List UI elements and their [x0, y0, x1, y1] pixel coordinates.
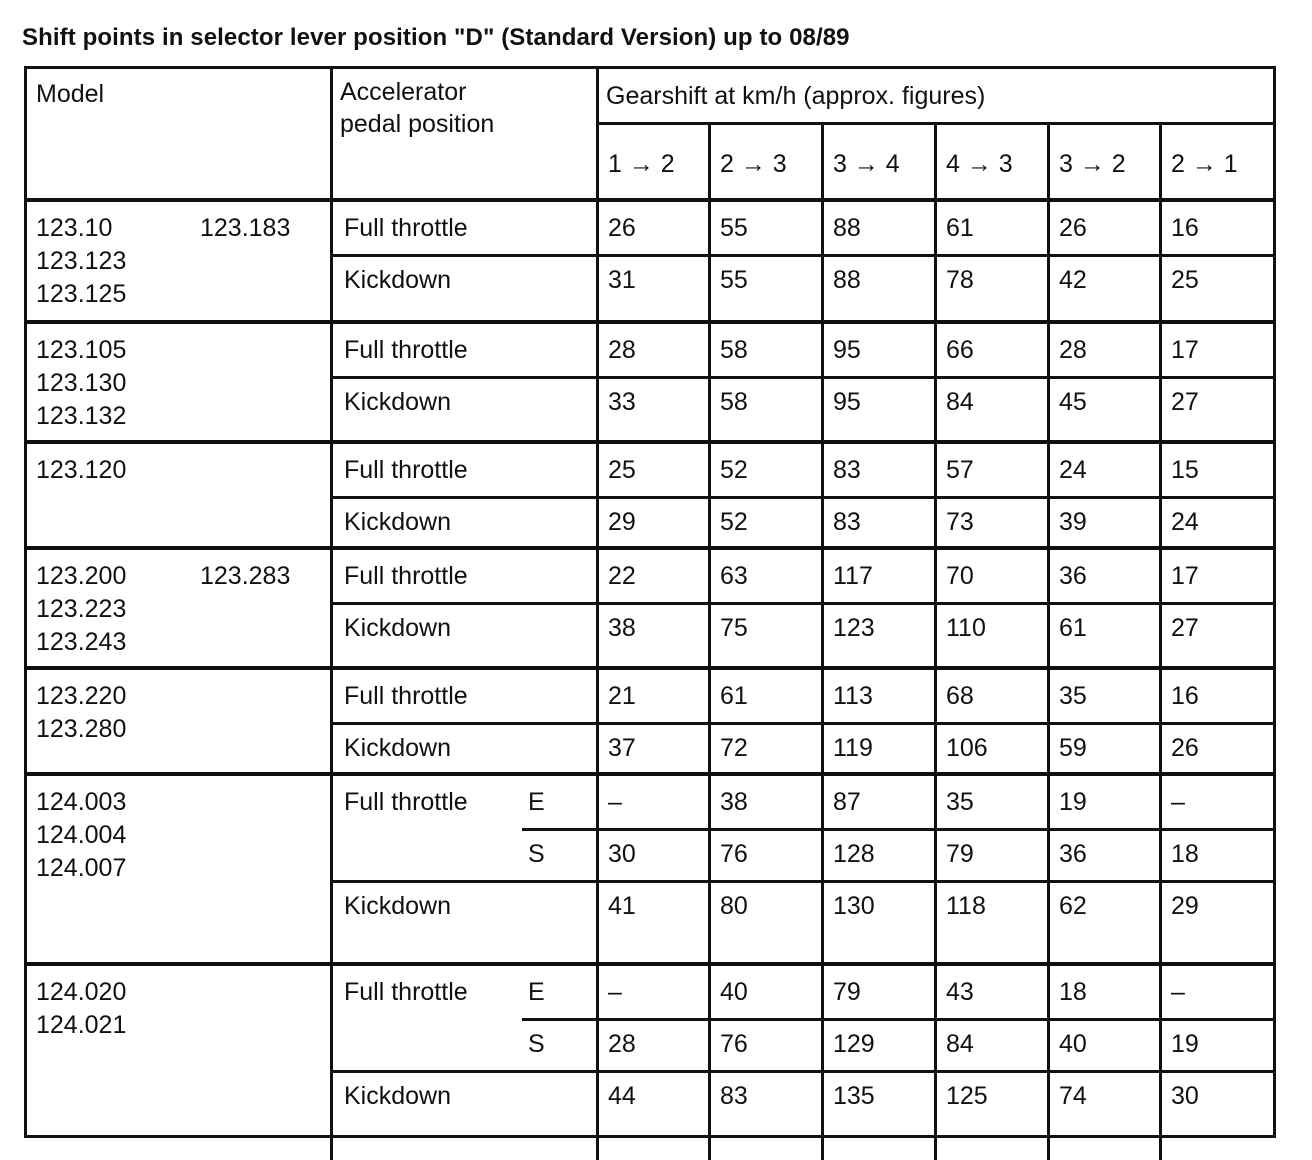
model-number: 123.120 [36, 456, 127, 484]
col-rule [1159, 324, 1162, 440]
shift-value: 26 [1171, 734, 1199, 762]
table-border-bottom [24, 1135, 1276, 1138]
shift-value: – [1171, 788, 1185, 816]
model-number: 124.003 [36, 788, 127, 816]
col-rule [934, 670, 937, 772]
col-rule [1159, 670, 1162, 772]
shift-value: 52 [720, 508, 748, 536]
header-shift-5: 3 → 2 [1059, 150, 1126, 178]
shift-value: 38 [720, 788, 748, 816]
row-rule [522, 1018, 1276, 1021]
col-rule [821, 776, 824, 962]
shift-value: 78 [946, 266, 974, 294]
shift-value: 40 [1059, 1030, 1087, 1058]
shift-value: 25 [1171, 266, 1199, 294]
col-rule [821, 444, 824, 546]
shift-value: 55 [720, 266, 748, 294]
shift-value: 26 [1059, 214, 1087, 242]
col-rule [330, 202, 333, 320]
col-rule [1047, 966, 1050, 1160]
shift-value: 123 [833, 614, 875, 642]
shift-value: 38 [608, 614, 636, 642]
row-rule [330, 880, 1276, 883]
shift-value: 83 [720, 1082, 748, 1110]
shift-value: 28 [608, 336, 636, 364]
col-rule [596, 670, 599, 772]
col-rule [330, 670, 333, 772]
shift-value: 106 [946, 734, 988, 762]
pedal-full-throttle: Full throttle [344, 562, 468, 590]
shift-value: 39 [1059, 508, 1087, 536]
col-rule [708, 670, 711, 772]
shift-value: 35 [946, 788, 974, 816]
shift-value: 33 [608, 388, 636, 416]
col-rule [1159, 122, 1162, 198]
shift-value: 135 [833, 1082, 875, 1110]
shift-value: 24 [1059, 456, 1087, 484]
col-rule [1159, 966, 1162, 1160]
shift-value: 29 [1171, 892, 1199, 920]
pedal-kickdown: Kickdown [344, 266, 451, 294]
page-title: Shift points in selector lever position "D" (Standard Version) up to 08/89 [22, 24, 850, 51]
shift-value: 57 [946, 456, 974, 484]
model-number: 123.123 [36, 247, 127, 275]
col-rule [596, 66, 599, 198]
col-rule [596, 550, 599, 666]
model-number: 123.243 [36, 628, 127, 656]
pedal-full-throttle: Full throttle [344, 978, 468, 1006]
shift-value: 24 [1171, 508, 1199, 536]
shift-value: 44 [608, 1082, 636, 1110]
shift-value: 74 [1059, 1082, 1087, 1110]
shift-value: 19 [1171, 1030, 1199, 1058]
col-rule [708, 324, 711, 440]
shift-value: 79 [946, 840, 974, 868]
col-rule [330, 776, 333, 962]
shift-value: 83 [833, 508, 861, 536]
shift-value: 130 [833, 892, 875, 920]
col-rule [330, 550, 333, 666]
pedal-variant: E [528, 788, 545, 816]
shift-value: 27 [1171, 388, 1199, 416]
shift-value: 25 [608, 456, 636, 484]
col-rule [708, 966, 711, 1160]
shift-value: 128 [833, 840, 875, 868]
shift-value: 76 [720, 1030, 748, 1058]
group-rule [24, 546, 1276, 550]
col-rule [708, 202, 711, 320]
col-rule [1047, 444, 1050, 546]
shift-value: 75 [720, 614, 748, 642]
shift-value: 61 [1059, 614, 1087, 642]
pedal-kickdown: Kickdown [344, 614, 451, 642]
model-number: 123.125 [36, 280, 127, 308]
shift-value: 16 [1171, 682, 1199, 710]
header-shift-6: 2 → 1 [1171, 150, 1238, 178]
header-shift-1: 1 → 2 [608, 150, 675, 178]
header-shift-4: 4 → 3 [946, 150, 1013, 178]
shift-value: 62 [1059, 892, 1087, 920]
col-rule [1159, 776, 1162, 962]
col-rule [330, 66, 333, 198]
col-rule [934, 122, 937, 198]
shift-value: 66 [946, 336, 974, 364]
shift-value: 26 [608, 214, 636, 242]
col-rule [934, 202, 937, 320]
col-rule [1047, 324, 1050, 440]
group-rule [24, 666, 1276, 670]
col-rule [708, 122, 711, 198]
pedal-full-throttle: Full throttle [344, 456, 468, 484]
shift-value: 88 [833, 266, 861, 294]
pedal-variant: E [528, 978, 545, 1006]
shift-value: 18 [1059, 978, 1087, 1006]
col-rule [330, 966, 333, 1160]
model-number: 123.280 [36, 715, 127, 743]
col-rule [330, 324, 333, 440]
model-number: 123.220 [36, 682, 127, 710]
shift-value: 15 [1171, 456, 1199, 484]
col-rule [934, 444, 937, 546]
model-number: 123.132 [36, 402, 127, 430]
pedal-kickdown: Kickdown [344, 508, 451, 536]
shift-value: 42 [1059, 266, 1087, 294]
col-rule [1159, 550, 1162, 666]
shift-value: 113 [833, 682, 873, 710]
model-number: 123.283 [200, 562, 291, 590]
model-number: 123.183 [200, 214, 291, 242]
col-rule [1047, 122, 1050, 198]
shift-points-table [24, 66, 1276, 1138]
shift-value: 68 [946, 682, 974, 710]
model-number: 123.130 [36, 369, 127, 397]
shift-value: 119 [833, 734, 873, 762]
pedal-kickdown: Kickdown [344, 734, 451, 762]
header-shift-2: 2 → 3 [720, 150, 787, 178]
col-rule [1047, 776, 1050, 962]
model-number: 123.200 [36, 562, 127, 590]
shift-value: 76 [720, 840, 748, 868]
shift-value: 52 [720, 456, 748, 484]
shift-value: 72 [720, 734, 748, 762]
pedal-full-throttle: Full throttle [344, 682, 468, 710]
shift-value: 129 [833, 1030, 875, 1058]
col-rule [934, 550, 937, 666]
shift-value: 16 [1171, 214, 1199, 242]
pedal-full-throttle: Full throttle [344, 214, 468, 242]
col-rule [596, 966, 599, 1160]
shift-value: 110 [946, 614, 986, 642]
group-rule [24, 320, 1276, 324]
pedal-variant: S [528, 1030, 545, 1058]
shift-value: 18 [1171, 840, 1199, 868]
shift-value: 41 [608, 892, 636, 920]
col-rule [1047, 670, 1050, 772]
shift-value: 83 [833, 456, 861, 484]
header-pedal-line2: pedal position [340, 110, 495, 138]
row-rule [330, 254, 1276, 257]
col-rule [596, 324, 599, 440]
shift-value: 45 [1059, 388, 1087, 416]
model-number: 123.10 [36, 214, 113, 242]
shift-value: – [608, 788, 622, 816]
col-rule [821, 550, 824, 666]
shift-value: 73 [946, 508, 974, 536]
col-rule [1159, 444, 1162, 546]
shift-value: 117 [833, 562, 873, 590]
col-rule [821, 966, 824, 1160]
col-rule [330, 444, 333, 546]
shift-value: 36 [1059, 562, 1087, 590]
model-number: 124.007 [36, 854, 127, 882]
row-rule [330, 722, 1276, 725]
shift-value: 30 [608, 840, 636, 868]
shift-value: 95 [833, 336, 861, 364]
group-rule [24, 962, 1276, 966]
row-rule [330, 602, 1276, 605]
shift-value: 27 [1171, 614, 1199, 642]
col-rule [934, 324, 937, 440]
shift-value: 43 [946, 978, 974, 1006]
group-rule [24, 440, 1276, 444]
shift-value: 118 [946, 892, 986, 920]
pedal-kickdown: Kickdown [344, 388, 451, 416]
col-rule [708, 776, 711, 962]
shift-value: 84 [946, 388, 974, 416]
shift-value: 36 [1059, 840, 1087, 868]
shift-value: 95 [833, 388, 861, 416]
shift-value: 28 [1059, 336, 1087, 364]
group-rule [24, 772, 1276, 776]
pedal-kickdown: Kickdown [344, 892, 451, 920]
col-rule [934, 776, 937, 962]
shift-value: 19 [1059, 788, 1087, 816]
col-rule [1159, 202, 1162, 320]
shift-value: – [1171, 978, 1185, 1006]
header-gearshift: Gearshift at km/h (approx. figures) [606, 82, 986, 110]
col-rule [821, 202, 824, 320]
col-rule [708, 444, 711, 546]
shift-value: 22 [608, 562, 636, 590]
shift-value: 84 [946, 1030, 974, 1058]
shift-value: 70 [946, 562, 974, 590]
col-rule [934, 966, 937, 1160]
shift-value: 21 [608, 682, 636, 710]
shift-value: 59 [1059, 734, 1087, 762]
row-rule [330, 496, 1276, 499]
pedal-full-throttle: Full throttle [344, 336, 468, 364]
pedal-variant: S [528, 840, 545, 868]
pedal-kickdown: Kickdown [344, 1082, 451, 1110]
col-rule [596, 776, 599, 962]
col-rule [821, 122, 824, 198]
header-bottom-rule [24, 198, 1276, 202]
table-border-top [24, 66, 1276, 69]
shift-value: 28 [608, 1030, 636, 1058]
shift-value: 17 [1171, 336, 1199, 364]
shift-value: 37 [608, 734, 636, 762]
model-number: 124.004 [36, 821, 127, 849]
row-rule [330, 376, 1276, 379]
shift-value: 40 [720, 978, 748, 1006]
shift-value: 31 [608, 266, 636, 294]
model-number: 123.223 [36, 595, 127, 623]
shift-value: 63 [720, 562, 748, 590]
shift-value: – [608, 978, 622, 1006]
row-rule [522, 828, 1276, 831]
shift-value: 61 [720, 682, 748, 710]
shift-value: 87 [833, 788, 861, 816]
col-rule [821, 670, 824, 772]
shift-value: 30 [1171, 1082, 1199, 1110]
shift-value: 29 [608, 508, 636, 536]
col-rule [1047, 202, 1050, 320]
model-number: 123.105 [36, 336, 127, 364]
shift-value: 35 [1059, 682, 1087, 710]
col-rule [708, 550, 711, 666]
model-number: 124.021 [36, 1011, 127, 1039]
col-rule [1047, 550, 1050, 666]
col-rule [596, 202, 599, 320]
shift-value: 58 [720, 388, 748, 416]
row-rule [330, 1070, 1276, 1073]
header-model: Model [36, 80, 105, 108]
header-shift-3: 3 → 4 [833, 150, 900, 178]
shift-value: 61 [946, 214, 974, 242]
header-pedal-line1: Accelerator [340, 78, 467, 106]
shift-value: 88 [833, 214, 861, 242]
shift-value: 80 [720, 892, 748, 920]
shift-value: 79 [833, 978, 861, 1006]
shift-value: 58 [720, 336, 748, 364]
shift-value: 17 [1171, 562, 1199, 590]
col-rule [596, 444, 599, 546]
table-border-left [24, 66, 27, 1138]
col-rule [821, 324, 824, 440]
shift-value: 125 [946, 1082, 988, 1110]
pedal-full-throttle: Full throttle [344, 788, 468, 816]
model-number: 124.020 [36, 978, 127, 1006]
shift-value: 55 [720, 214, 748, 242]
